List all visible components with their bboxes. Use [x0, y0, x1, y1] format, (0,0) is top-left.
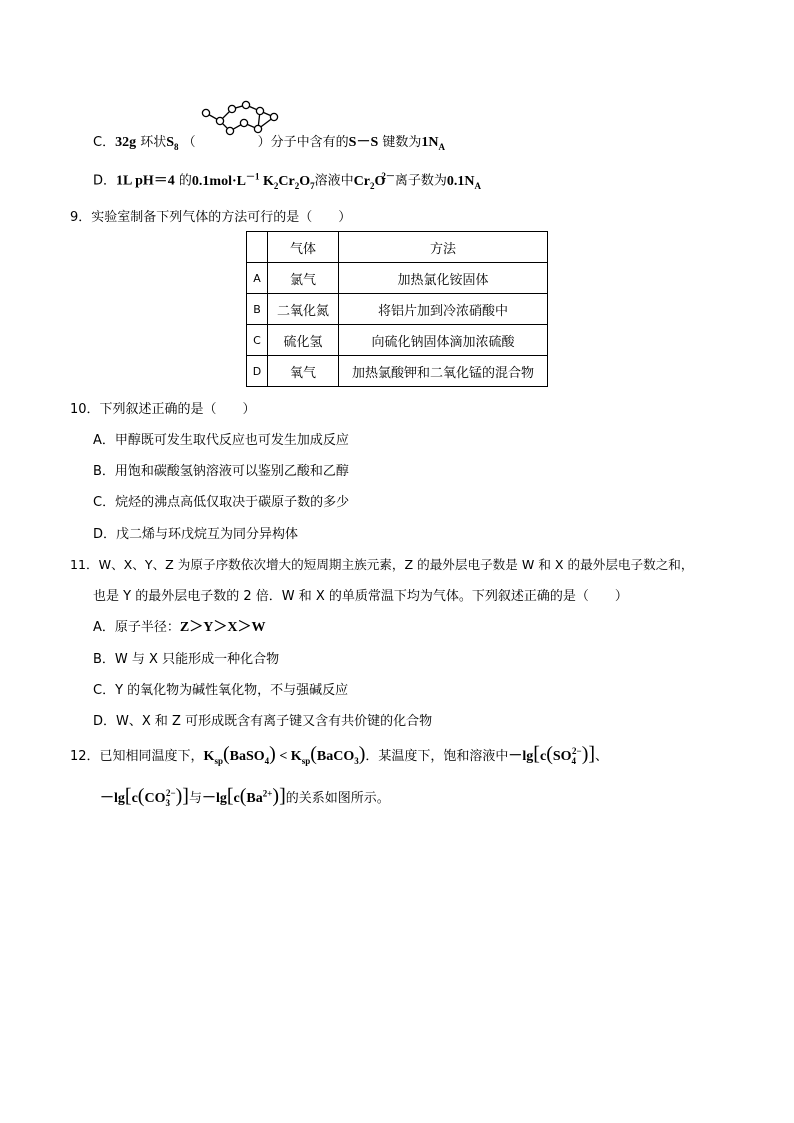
- neg-lg-c-carbonate: $-\lg[c(CO_3^{2-})]$: [100, 785, 189, 808]
- ksp-baso4: $K_{sp}(BaSO_4)$: [203, 743, 276, 766]
- s8-ring-molecule-image: [200, 99, 280, 139]
- table-row: D 氧气 加热氯酸钾和二氧化锰的混合物: [247, 356, 548, 387]
- q11-option-a: A．原子半径：Z＞Y＞X＞W: [93, 620, 266, 635]
- q12-stem-line1: 12．已知相同温度下，$K_{sp}(BaSO_4)$ < $K_{sp}(BaCO_3)$．某温度下，饱和溶液中$-\lg[c(SO_4^{2-})]$、: [70, 743, 609, 766]
- q10-option-a: A．甲醇既可发生取代反应也可发生加成反应: [93, 433, 349, 448]
- table-header-row: 气体 方法: [247, 232, 548, 263]
- q11-option-d: D．W、X 和 Z 可形成既含有离子键又含有共价键的化合物: [93, 714, 433, 729]
- table-row: A 氯气 加热氯化铵固体: [247, 263, 548, 294]
- q9-gas-table: [246, 231, 548, 387]
- ksp-baco3: $K_{sp}(BaCO_3)$: [290, 743, 366, 766]
- q10-stem: 10．下列叙述正确的是（ ）: [70, 402, 256, 417]
- table-row: C 硫化氢 向硫化钠固体滴加浓硫酸: [247, 325, 548, 356]
- table-row: B 二氧化氮 将铝片加到冷浓硝酸中: [247, 294, 548, 325]
- neg-lg-c-barium: $-\lg[c(Ba^{2+})]$: [201, 785, 286, 807]
- q11-option-c: C．Y 的氧化物为碱性氧化物，不与强碱反应: [93, 683, 349, 698]
- q10-option-c: C．烷烃的沸点高低仅取决于碳原子数的多少: [93, 495, 350, 510]
- neg-lg-c-sulfate: $-\lg[c(SO_4^{2-})]$: [508, 743, 596, 766]
- q12-stem-line2: $-\lg[c(CO_3^{2-})]$与$-\lg[c(Ba^{2+})]$的关系如图所示。: [100, 785, 390, 808]
- q10-option-d: D．戊二烯与环戊烷互为同分异构体: [93, 527, 299, 542]
- q9-stem: 9．实验室制备下列气体的方法可行的是（ ）: [70, 210, 352, 225]
- q11-option-b: B．W 与 X 只能形成一种化合物: [93, 652, 280, 667]
- q8-option-c: C．32g 环状$S_8$ （ ）分子中含有的S－S 键数为$1N_A$: [93, 135, 446, 152]
- q11-stem-line2: 也是 Y 的最外层电子数的 2 倍．W 和 X 的单质常温下均为气体。下列叙述正确的是（ ）: [93, 589, 628, 604]
- q8-option-d: D．1L pH＝4 的$0.1mol\cdot L^{-1}$ $K_2Cr_2O_7$溶液中$Cr_2O^{2-}$离子数为$0.1N_A$: [93, 171, 481, 191]
- q11-stem-line1: 11．W、X、Y、Z 为原子序数依次增大的短周期主族元素，Z 的最外层电子数是 W 和 X 的最外层电子数之和，: [70, 557, 694, 572]
- q10-option-b: B．用饱和碳酸氢钠溶液可以鉴别乙酸和乙醇: [93, 464, 349, 479]
